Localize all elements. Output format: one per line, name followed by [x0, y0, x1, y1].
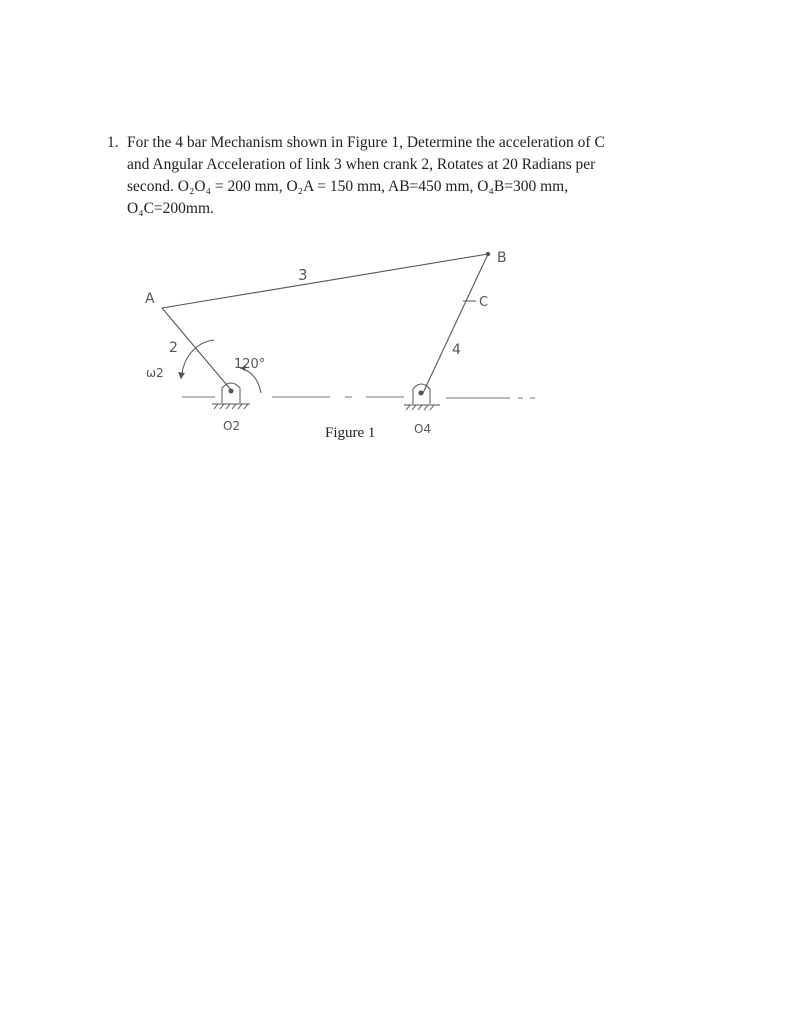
omega-arrowhead-icon [178, 372, 185, 379]
omega-arc [186, 340, 214, 360]
label-o2: O2 [223, 419, 241, 433]
label-angle: 120° [234, 357, 266, 372]
figure-caption: Figure 1 [325, 425, 376, 441]
label-c: C [479, 295, 489, 310]
support-o4 [404, 384, 440, 410]
label-o4: O4 [414, 422, 432, 436]
joint-b [486, 252, 490, 256]
label-link-2: 2 [169, 340, 178, 356]
link-4 [423, 254, 488, 393]
problem-number: 1. [107, 134, 119, 151]
label-b: B [497, 250, 507, 266]
problem-line-4: O₄C=200mm. [127, 200, 214, 217]
problem-line-2: and Angular Acceleration of link 3 when crank 2, Rotates at 20 Radians per [127, 156, 596, 173]
support-o2 [212, 383, 250, 409]
label-omega: ω2 [146, 366, 164, 380]
link-3 [162, 254, 488, 308]
problem-line-3: second. O₂O₄ = 200 mm, O₂A = 150 mm, AB=450 mm, O₄B=300 mm, [127, 178, 569, 195]
ground-line [182, 397, 535, 398]
label-link-4: 4 [452, 342, 461, 358]
label-link-3: 3 [298, 266, 308, 284]
problem-line-1: For the 4 bar Mechanism shown in Figure 1, Determine the acceleration of C [127, 134, 605, 151]
label-a: A [145, 291, 155, 307]
